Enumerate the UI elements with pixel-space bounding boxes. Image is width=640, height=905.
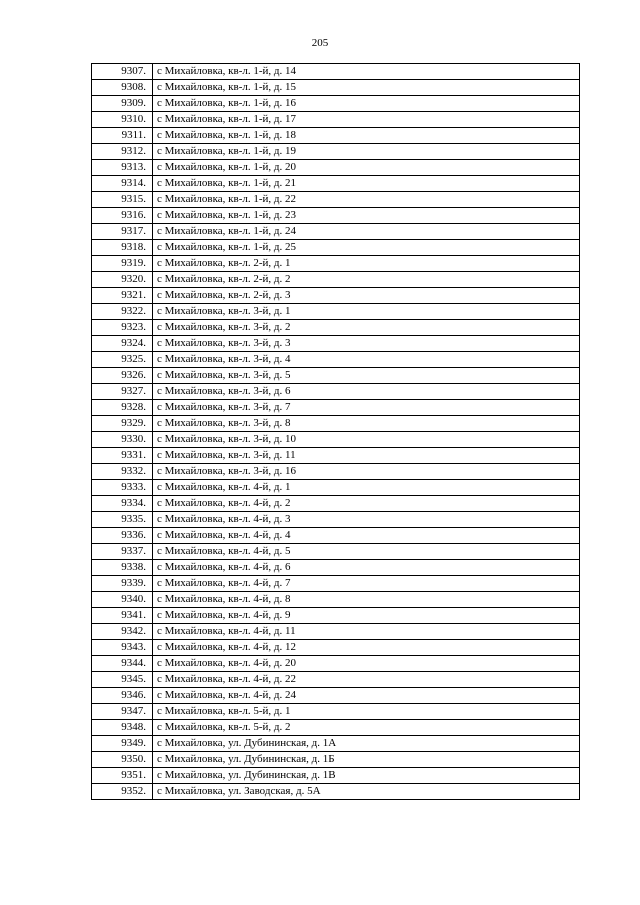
address-cell: с Михайловка, кв-л. 3-й, д. 16 (153, 464, 580, 480)
address-cell: с Михайловка, кв-л. 3-й, д. 3 (153, 336, 580, 352)
address-cell: с Михайловка, ул. Заводская, д. 5А (153, 784, 580, 800)
row-number-cell: 9332. (92, 464, 153, 480)
address-cell: с Михайловка, кв-л. 1-й, д. 19 (153, 144, 580, 160)
table-row (92, 672, 580, 688)
address-table-body (92, 64, 580, 800)
row-number-cell: 9322. (92, 304, 153, 320)
row-number-cell: 9341. (92, 608, 153, 624)
row-number-cell: 9337. (92, 544, 153, 560)
row-number-cell: 9324. (92, 336, 153, 352)
table-row (92, 448, 580, 464)
table-row (92, 224, 580, 240)
address-cell: с Михайловка, ул. Дубининская, д. 1А (153, 736, 580, 752)
table-row (92, 528, 580, 544)
row-number-cell: 9309. (92, 96, 153, 112)
address-table (91, 63, 580, 800)
table-row (92, 272, 580, 288)
address-cell: с Михайловка, кв-л. 4-й, д. 24 (153, 688, 580, 704)
table-row (92, 240, 580, 256)
row-number-cell: 9349. (92, 736, 153, 752)
address-cell: с Михайловка, кв-л. 2-й, д. 2 (153, 272, 580, 288)
table-row (92, 688, 580, 704)
row-number-cell: 9315. (92, 192, 153, 208)
row-number-cell: 9342. (92, 624, 153, 640)
table-row (92, 640, 580, 656)
row-number-cell: 9317. (92, 224, 153, 240)
table-row (92, 288, 580, 304)
address-cell: с Михайловка, кв-л. 3-й, д. 8 (153, 416, 580, 432)
address-cell: с Михайловка, кв-л. 4-й, д. 9 (153, 608, 580, 624)
row-number-cell: 9319. (92, 256, 153, 272)
address-cell: с Михайловка, кв-л. 2-й, д. 3 (153, 288, 580, 304)
address-cell: с Михайловка, кв-л. 1-й, д. 16 (153, 96, 580, 112)
table-row (92, 384, 580, 400)
address-cell: с Михайловка, кв-л. 1-й, д. 15 (153, 80, 580, 96)
table-row (92, 608, 580, 624)
row-number-cell: 9321. (92, 288, 153, 304)
table-row (92, 336, 580, 352)
row-number-cell: 9330. (92, 432, 153, 448)
table-row (92, 720, 580, 736)
address-cell: с Михайловка, кв-л. 3-й, д. 1 (153, 304, 580, 320)
address-cell: с Михайловка, кв-л. 3-й, д. 10 (153, 432, 580, 448)
address-cell: с Михайловка, кв-л. 3-й, д. 11 (153, 448, 580, 464)
table-row (92, 560, 580, 576)
table-row (92, 304, 580, 320)
row-number-cell: 9307. (92, 64, 153, 80)
table-row (92, 432, 580, 448)
row-number-cell: 9308. (92, 80, 153, 96)
address-cell: с Михайловка, кв-л. 1-й, д. 20 (153, 160, 580, 176)
table-row (92, 192, 580, 208)
table-row (92, 128, 580, 144)
page-number: 205 (311, 37, 329, 49)
address-cell: с Михайловка, ул. Дубининская, д. 1В (153, 768, 580, 784)
table-row (92, 352, 580, 368)
address-cell: с Михайловка, кв-л. 1-й, д. 25 (153, 240, 580, 256)
table-row (92, 96, 580, 112)
row-number-cell: 9310. (92, 112, 153, 128)
address-cell: с Михайловка, кв-л. 1-й, д. 21 (153, 176, 580, 192)
row-number-cell: 9348. (92, 720, 153, 736)
address-cell: с Михайловка, кв-л. 5-й, д. 1 (153, 704, 580, 720)
row-number-cell: 9352. (92, 784, 153, 800)
address-cell: с Михайловка, кв-л. 4-й, д. 4 (153, 528, 580, 544)
table-row (92, 64, 580, 80)
row-number-cell: 9334. (92, 496, 153, 512)
table-row (92, 208, 580, 224)
address-cell: с Михайловка, кв-л. 3-й, д. 2 (153, 320, 580, 336)
address-cell: с Михайловка, кв-л. 4-й, д. 7 (153, 576, 580, 592)
row-number-cell: 9326. (92, 368, 153, 384)
address-cell: с Михайловка, кв-л. 4-й, д. 11 (153, 624, 580, 640)
row-number-cell: 9327. (92, 384, 153, 400)
table-row (92, 736, 580, 752)
address-cell: с Михайловка, кв-л. 4-й, д. 3 (153, 512, 580, 528)
row-number-cell: 9347. (92, 704, 153, 720)
table-row (92, 480, 580, 496)
address-cell: с Михайловка, кв-л. 5-й, д. 2 (153, 720, 580, 736)
address-cell: с Михайловка, кв-л. 4-й, д. 5 (153, 544, 580, 560)
address-cell: с Михайловка, кв-л. 4-й, д. 8 (153, 592, 580, 608)
table-row (92, 368, 580, 384)
table-row (92, 256, 580, 272)
row-number-cell: 9328. (92, 400, 153, 416)
table-row (92, 144, 580, 160)
address-cell: с Михайловка, кв-л. 3-й, д. 5 (153, 368, 580, 384)
row-number-cell: 9343. (92, 640, 153, 656)
table-row (92, 656, 580, 672)
row-number-cell: 9312. (92, 144, 153, 160)
row-number-cell: 9351. (92, 768, 153, 784)
table-row (92, 512, 580, 528)
address-cell: с Михайловка, кв-л. 1-й, д. 18 (153, 128, 580, 144)
row-number-cell: 9316. (92, 208, 153, 224)
table-row (92, 624, 580, 640)
table-row (92, 176, 580, 192)
table-row (92, 112, 580, 128)
row-number-cell: 9335. (92, 512, 153, 528)
table-row (92, 544, 580, 560)
row-number-cell: 9340. (92, 592, 153, 608)
row-number-cell: 9339. (92, 576, 153, 592)
row-number-cell: 9311. (92, 128, 153, 144)
table-row (92, 400, 580, 416)
address-cell: с Михайловка, кв-л. 4-й, д. 2 (153, 496, 580, 512)
row-number-cell: 9318. (92, 240, 153, 256)
row-number-cell: 9345. (92, 672, 153, 688)
row-number-cell: 9313. (92, 160, 153, 176)
address-cell: с Михайловка, кв-л. 2-й, д. 1 (153, 256, 580, 272)
table-row (92, 320, 580, 336)
address-cell: с Михайловка, кв-л. 1-й, д. 23 (153, 208, 580, 224)
table-row (92, 592, 580, 608)
row-number-cell: 9320. (92, 272, 153, 288)
row-number-cell: 9329. (92, 416, 153, 432)
table-row (92, 416, 580, 432)
row-number-cell: 9331. (92, 448, 153, 464)
table-row (92, 80, 580, 96)
row-number-cell: 9338. (92, 560, 153, 576)
table-row (92, 768, 580, 784)
address-cell: с Михайловка, кв-л. 3-й, д. 7 (153, 400, 580, 416)
row-number-cell: 9333. (92, 480, 153, 496)
table-row (92, 464, 580, 480)
table-row (92, 784, 580, 800)
table-row (92, 160, 580, 176)
row-number-cell: 9336. (92, 528, 153, 544)
address-cell: с Михайловка, кв-л. 4-й, д. 22 (153, 672, 580, 688)
table-row (92, 752, 580, 768)
address-cell: с Михайловка, кв-л. 3-й, д. 6 (153, 384, 580, 400)
address-cell: с Михайловка, ул. Дубининская, д. 1Б (153, 752, 580, 768)
row-number-cell: 9346. (92, 688, 153, 704)
row-number-cell: 9314. (92, 176, 153, 192)
table-row (92, 704, 580, 720)
address-cell: с Михайловка, кв-л. 3-й, д. 4 (153, 352, 580, 368)
table-row (92, 576, 580, 592)
row-number-cell: 9323. (92, 320, 153, 336)
address-cell: с Михайловка, кв-л. 4-й, д. 12 (153, 640, 580, 656)
row-number-cell: 9344. (92, 656, 153, 672)
address-cell: с Михайловка, кв-л. 1-й, д. 24 (153, 224, 580, 240)
row-number-cell: 9325. (92, 352, 153, 368)
address-cell: с Михайловка, кв-л. 4-й, д. 1 (153, 480, 580, 496)
address-cell: с Михайловка, кв-л. 1-й, д. 14 (153, 64, 580, 80)
address-cell: с Михайловка, кв-л. 1-й, д. 22 (153, 192, 580, 208)
address-cell: с Михайловка, кв-л. 4-й, д. 6 (153, 560, 580, 576)
address-cell: с Михайловка, кв-л. 4-й, д. 20 (153, 656, 580, 672)
address-cell: с Михайловка, кв-л. 1-й, д. 17 (153, 112, 580, 128)
table-row (92, 496, 580, 512)
row-number-cell: 9350. (92, 752, 153, 768)
